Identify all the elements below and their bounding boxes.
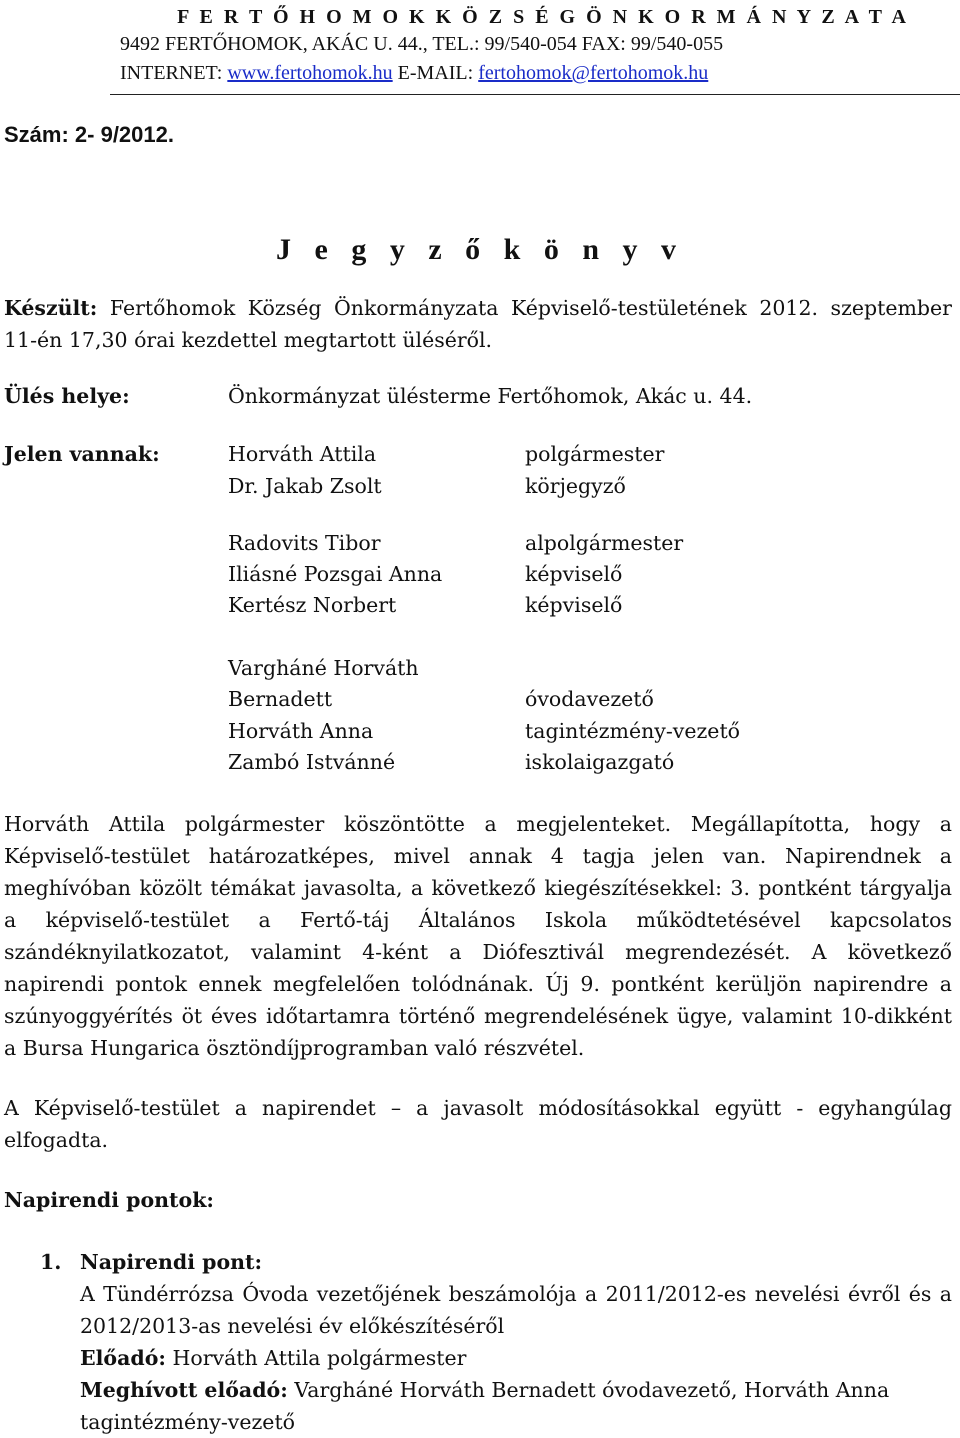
attendee-name: Zambó Istvánné bbox=[228, 750, 396, 774]
agenda-item bbox=[80, 1246, 952, 1438]
presenter-label: Előadó: bbox=[80, 1346, 166, 1370]
document-title: J e g y z ő k ö n y v bbox=[276, 233, 684, 266]
keszult-paragraph bbox=[4, 292, 952, 356]
agenda-item-text: A Tündérrózsa Óvoda vezetőjének beszámolója a 2011/2012-es nevelési évről és a 2012/2013-as nevelési év előkészítéséről bbox=[80, 1282, 952, 1338]
invited-presenter-line bbox=[80, 1374, 952, 1438]
attendee-role: óvodavezető bbox=[525, 687, 654, 711]
ules-label: Ülés helye: bbox=[4, 384, 130, 408]
ules-value: Önkormányzat ülésterme Fertőhomok, Akác u. 44. bbox=[228, 384, 753, 408]
attendee-name: Kertész Norbert bbox=[228, 593, 397, 617]
jelen-label: Jelen vannak: bbox=[4, 442, 160, 466]
attendee-name: Bernadett bbox=[228, 687, 333, 711]
keszult-label: Készült: bbox=[4, 296, 98, 320]
attendee-name: Horváth Attila bbox=[228, 442, 377, 466]
website-link[interactable]: www.fertohomok.hu bbox=[227, 62, 393, 84]
presenter-line bbox=[80, 1342, 952, 1374]
attendee-name: Horváth Anna bbox=[228, 719, 374, 743]
attendee-name: Iliásné Pozsgai Anna bbox=[228, 562, 443, 586]
letterhead bbox=[110, 4, 960, 95]
agenda-item-number: 1. bbox=[40, 1250, 62, 1274]
reference-number: Szám: 2- 9/2012. bbox=[4, 122, 174, 147]
contact-line bbox=[120, 59, 960, 88]
attendee-role: iskolaigazgató bbox=[525, 750, 675, 774]
agenda-heading: Napirendi pontok: bbox=[4, 1188, 214, 1212]
agenda-item-heading: Napirendi pont: bbox=[80, 1250, 263, 1274]
attendee-role: körjegyző bbox=[525, 474, 626, 498]
invited-presenter-value: Vargháné Horváth Bernadett óvodavezető, Horváth Anna tagintézmény-vezető bbox=[80, 1378, 890, 1434]
approval-paragraph: A Képviselő-testület a napirendet – a javasolt módosításokkal együtt - egyhangúlag elfogadta. bbox=[4, 1096, 952, 1152]
organization-name: F E R T Ő H O M O K K Ö Z S É G Ö N K O R M Á N Y Z A T A bbox=[177, 6, 909, 28]
attendee-role: képviselő bbox=[525, 593, 623, 617]
attendee-role: képviselő bbox=[525, 562, 623, 586]
address-line: 9492 FERTŐHOMOK, AKÁC U. 44., TEL.: 99/540-054 FAX: 99/540-055 bbox=[120, 33, 724, 55]
attendee-name: Vargháné Horváth bbox=[228, 656, 419, 680]
keszult-text: Fertőhomok Község Önkormányzata Képviselő-testületének 2012. szeptember 11-én 17,30 órai kezdettel megtartott üléséről. bbox=[4, 296, 952, 352]
attendee-role: polgármester bbox=[525, 442, 665, 466]
internet-label: INTERNET: bbox=[120, 62, 228, 84]
presenter-value: Horváth Attila polgármester bbox=[165, 1346, 467, 1370]
email-label: E-MAIL: bbox=[392, 62, 479, 84]
attendee-role: alpolgármester bbox=[525, 531, 684, 555]
opening-paragraph: Horváth Attila polgármester köszöntötte a megjelenteket. Megállapította, hogy a Képviselő-testület határozatképes, mivel annak 4 tagja jelen van. Napirendnek a meghívóban közölt témákat javasolta, a következő kiegészítésekkel: 3. pontként tárgyalja a képviselő-testület a Fertő-táj Általános Iskola működtetésével kapcsolatos szándéknyilatkozatot, valamint 4-ként a Diófesztivál megrendezését. A következő napirendi pontok ennek megfelelően tolódnának. Új 9. pontként kerüljön napirendre a szúnyoggyérítés öt éves időtartamra történő megrendelésének ügye, valamint 10-dikként a Bursa Hungarica ösztöndíjprogramban való részvétel. bbox=[4, 812, 952, 1060]
attendee-name: Dr. Jakab Zsolt bbox=[228, 474, 382, 498]
email-link[interactable]: fertohomok@fertohomok.hu bbox=[478, 62, 709, 84]
attendee-role: tagintézmény-vezető bbox=[525, 719, 741, 743]
attendee-name: Radovits Tibor bbox=[228, 531, 381, 555]
invited-presenter-label: Meghívott előadó: bbox=[80, 1378, 288, 1402]
